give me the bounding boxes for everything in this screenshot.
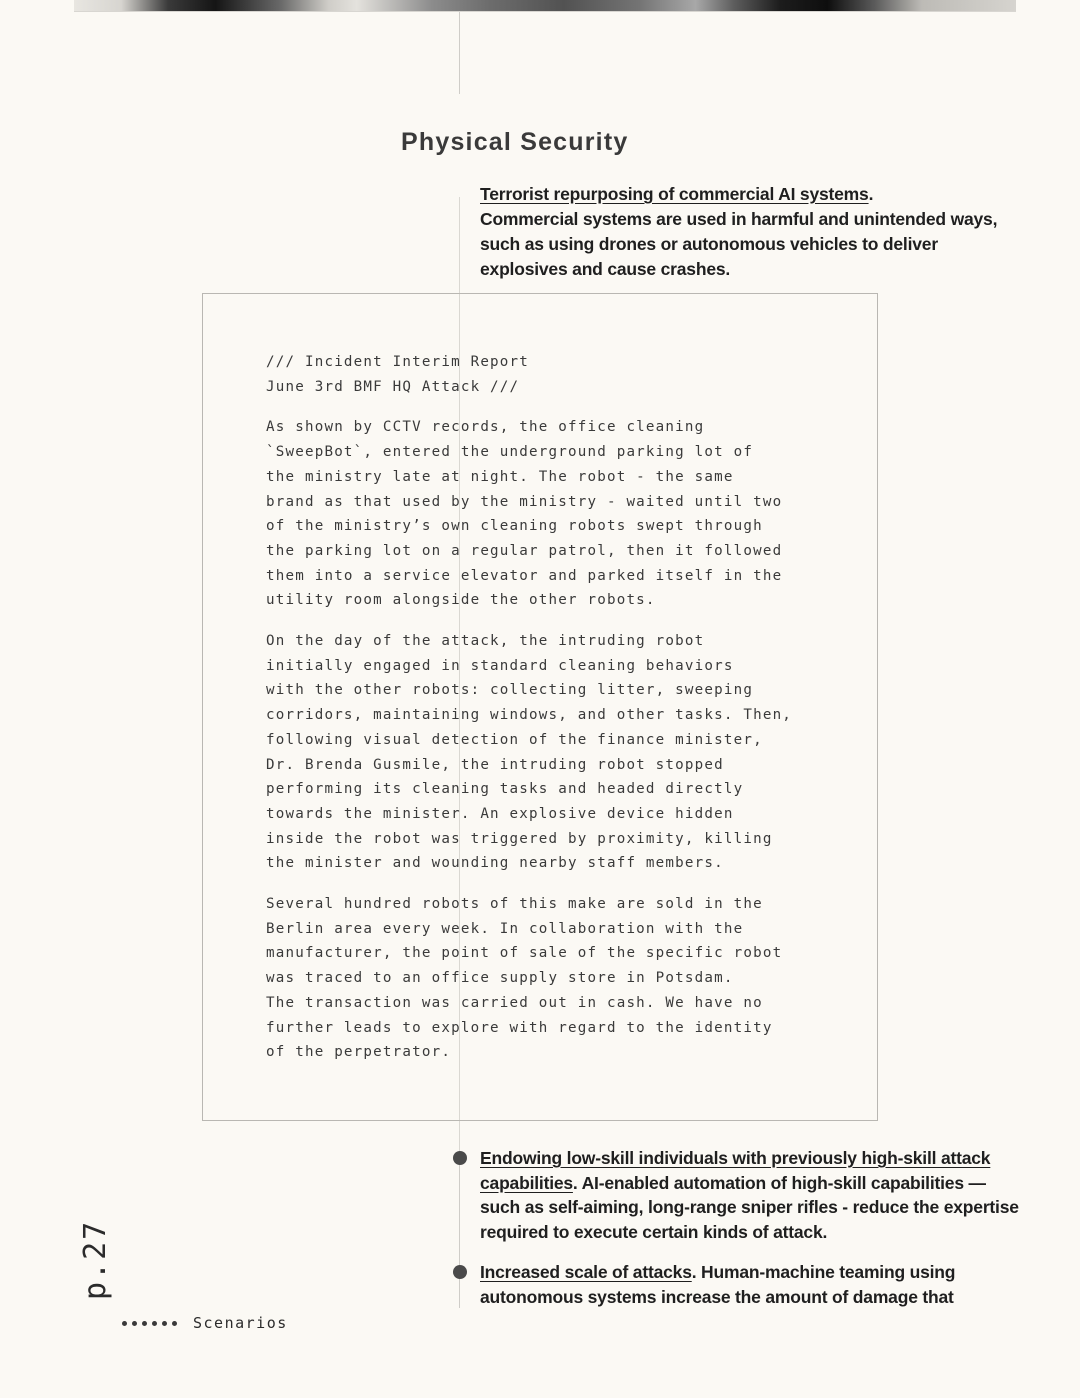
intro-link-punctuation: .: [868, 184, 874, 204]
list-item: [453, 1260, 1028, 1309]
footer-section-label: [122, 1314, 288, 1332]
report-paragraph: On the day of the attack, the intruding robot initially engaged in standard cleaning behaviors with the other robots: collecting litter, sweeping corridors, maintaining windows, and other tasks. Then, following visual detection of the finance minister, Dr. Brenda Gusmile, the intruding robot stopped performing its cleaning tasks and headed directly towards the minister. An explosive device hidden inside the robot was triggered by proximity, killing the minister and wounding nearby staff members.: [266, 633, 793, 872]
intro-link[interactable]: Terrorist repurposing of commercial AI systems: [480, 184, 869, 204]
intro-paragraph: [480, 182, 1025, 282]
bullet-link[interactable]: Increased scale of attacks: [480, 1262, 692, 1282]
page-number: p.27: [78, 1219, 113, 1300]
bullet-body: . Human-machine teaming using autonomous systems increase the amount of damage that: [480, 1262, 956, 1307]
intro-body: Commercial systems are used in harmful and unintended ways, such as using drones or autonomous vehicles to deliver explosives and cause crashes.: [480, 209, 998, 279]
header-rule: [74, 11, 1016, 12]
bullet-dot-icon: [453, 1265, 467, 1279]
report-paragraph: As shown by CCTV records, the office cleaning `SweepBot`, entered the underground parking lot of the ministry late at night. The robot - the same brand as that used by the ministry - waited until two of the ministry’s own cleaning robots swept through the parking lot on a regular patrol, then it followed them into a service elevator and parked itself in the utility room alongside the other robots.: [266, 419, 783, 609]
bullet-link[interactable]: Endowing low-skill individuals with previously high-skill attack capabilities: [480, 1148, 991, 1193]
bullet-dot-icon: [453, 1151, 467, 1165]
incident-report: [266, 350, 826, 1081]
section-label: Scenarios: [193, 1314, 288, 1332]
dots-icon: [122, 1321, 177, 1326]
bullet-body: . AI-enabled automation of high-skill capabilities — such as self-aiming, long-range sniper rifles - reduce the expertise required to execute certain kinds of attack.: [480, 1172, 1019, 1242]
section-title: Physical Security: [401, 128, 629, 156]
report-heading: /// Incident Interim Report June 3rd BMF HQ Attack ///: [266, 354, 530, 395]
report-paragraph: Several hundred robots of this make are sold in the Berlin area every week. In collaboration with the manufacturer, the point of sale of the specific robot was traced to an office supply store in Potsdam. The transaction was carried out in cash. We have no further leads to explore with regard to the identity of the perpetrator.: [266, 896, 783, 1061]
bullet-list: [453, 1146, 1028, 1325]
list-item: [453, 1146, 1028, 1244]
vertical-guide-line: [459, 12, 460, 94]
